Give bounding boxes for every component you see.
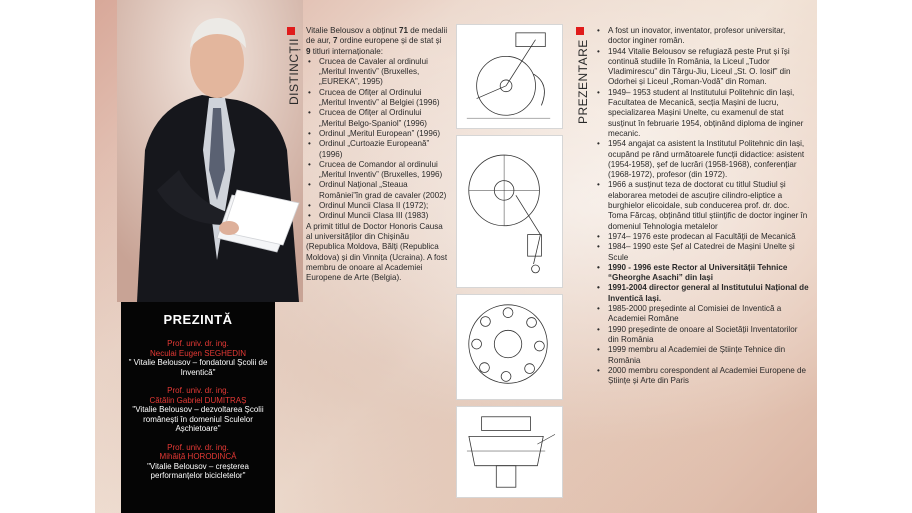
list-item: • Crucea de Ofițer al Ordinului „Meritul Belgo-Spaniol” (1996): [306, 108, 448, 129]
presenters-panel: [121, 302, 275, 513]
list-item: • 1990 președinte de onoare al Societății Inventatorilor din România: [595, 325, 809, 346]
distinctii-column: [306, 26, 448, 283]
presenter-name: Mihăiță HORODINCĂ: [159, 452, 237, 461]
list-item: • Crucea de Cavaler al ordinului „Meritul Inventiv” (Bruxelles, „EUREKA”, 1995): [306, 57, 448, 88]
technical-drawing-1: [456, 24, 563, 129]
prezentare-column: [595, 26, 809, 386]
list-item: • A fost un inovator, inventator, profesor universitar, doctor inginer român.: [595, 26, 809, 47]
list-item: • 1944 Vitalie Belousov se refugiază peste Prut și își continuă studiile în România, la Liceul „Tudor Vladimirescu” din Târgu-Jiu, Liceul „St. O. Iosif” din Odorhei și Liceul „Roman-Vodă” din Roman.: [595, 47, 809, 88]
technical-drawing-4: [456, 406, 563, 498]
prezentare-list: [595, 26, 809, 386]
list-item: • Ordinul Muncii Clasa II (1972);: [306, 201, 448, 211]
technical-drawing-3: [456, 294, 563, 400]
list-item: • 1984– 1990 este Șef al Catedrei de Mașini Unelte și Scule: [595, 242, 809, 263]
presenter-topic: " Vitalie Belousov – fondatorul Școlii de Inventică": [128, 358, 268, 377]
distinctii-heading: DISTINCȚII: [287, 38, 301, 105]
list-item: • 1991-2004 director general al Institutului Național de Inventică Iași.: [595, 283, 809, 304]
distinctii-outro: A primit titlul de Doctor Honoris Causa al universităților din Chișinău (Republica Moldova, Bălți (Republica Moldova) și din Vinnița (Ucraina). A fost membru de onoare al Academiei Europene de Arte (Belgia).: [306, 221, 448, 283]
list-item: • 1999 membru al Academiei de Științe Tehnice din România: [595, 345, 809, 366]
list-item: • Ordinul „Meritul European” (1996): [306, 129, 448, 139]
distinctii-intro: Vitalie Belousov a obținut 71 de medalii de aur, 7 ordine europene și de stat și 9 titluri internaționale:: [306, 26, 448, 56]
presenter-topic: "Vitalie Belousov – creșterea performanțelor bicicletelor": [147, 461, 249, 480]
portrait-photo: [117, 0, 303, 302]
presenter-topic: "Vitalie Belousov – dezvoltarea Școlii românești în domeniul Sculelor Așchietoare": [132, 405, 264, 433]
presenter-role: Prof. univ. dr. ing.: [167, 339, 229, 348]
list-item: • 1949– 1953 student al Institutului Politehnic din Iași, Facultatea de Mecanică, secția Mașini de lucru, specializarea Mașini Unelte, cu examenul de stat susținut în februarie 1954, obținând diploma de inginer mecanic.: [595, 88, 809, 139]
list-item: • 1990 - 1996 este Rector al Universității Tehnice “Gheorghe Asachi” din Iași: [595, 263, 809, 284]
prezentare-heading: PREZENTARE: [576, 39, 590, 124]
list-item: • 2000 membru corespondent al Academiei Europene de Științe și Arte din Paris: [595, 366, 809, 387]
list-item: • 1985-2000 președinte al Comisiei de Inventică a Academiei Române: [595, 304, 809, 325]
presenter-name: Cătălin Gabriel DUMITRAȘ: [149, 395, 247, 405]
list-item: • 1974– 1976 este prodecan al Facultății de Mecanică: [595, 232, 809, 242]
presenter-role: Prof. univ. dr. ing.: [167, 442, 229, 452]
prezentare-marker: [576, 27, 584, 35]
presenter-entry-1: [121, 339, 275, 377]
list-item: • Ordinul Național „Steaua României”în grad de cavaler (2002): [306, 180, 448, 201]
distinctii-marker: [287, 27, 295, 35]
list-item: • 1966 a susținut teza de doctorat cu titlul Studiul și elaborarea metodei de ascuțire cilindro-eliptice a burghielor elicoidale, sub conducerea prof. dr. doc. Toma Fărcaș, obținând titlul științific de doctor inginer în domeniul Tehnologia metalelor: [595, 180, 809, 231]
list-item: • Crucea de Comandor al ordinului „Meritul Inventiv” (Bruxelles, 1996): [306, 160, 448, 181]
presenter-name: Neculai Eugen SEGHEDIN: [149, 348, 247, 358]
list-item: • Ordinul „Curtoazie Europeană” (1996): [306, 139, 448, 160]
presenter-entry-3: [121, 443, 275, 481]
list-item: • Crucea de Ofițer al Ordinului „Meritul Inventiv” al Belgiei (1996): [306, 88, 448, 109]
poster: [95, 0, 817, 513]
distinctii-list: [306, 57, 448, 222]
presenters-title: PREZINTĂ: [163, 312, 233, 327]
presenter-entry-2: [121, 386, 275, 434]
technical-drawing-2: [456, 135, 563, 288]
presenter-role: Prof. univ. dr. ing.: [167, 386, 229, 395]
list-item: • Ordinul Muncii Clasa III (1983): [306, 211, 448, 221]
list-item: • 1954 angajat ca asistent la Institutul Politehnic din Iași, ocupând pe rând următoarele funcții didactice: asistent (1954-1958), șef de lucrări (1958-1968), conferențiar (1968-1972), profesor (din 1972).: [595, 139, 809, 180]
